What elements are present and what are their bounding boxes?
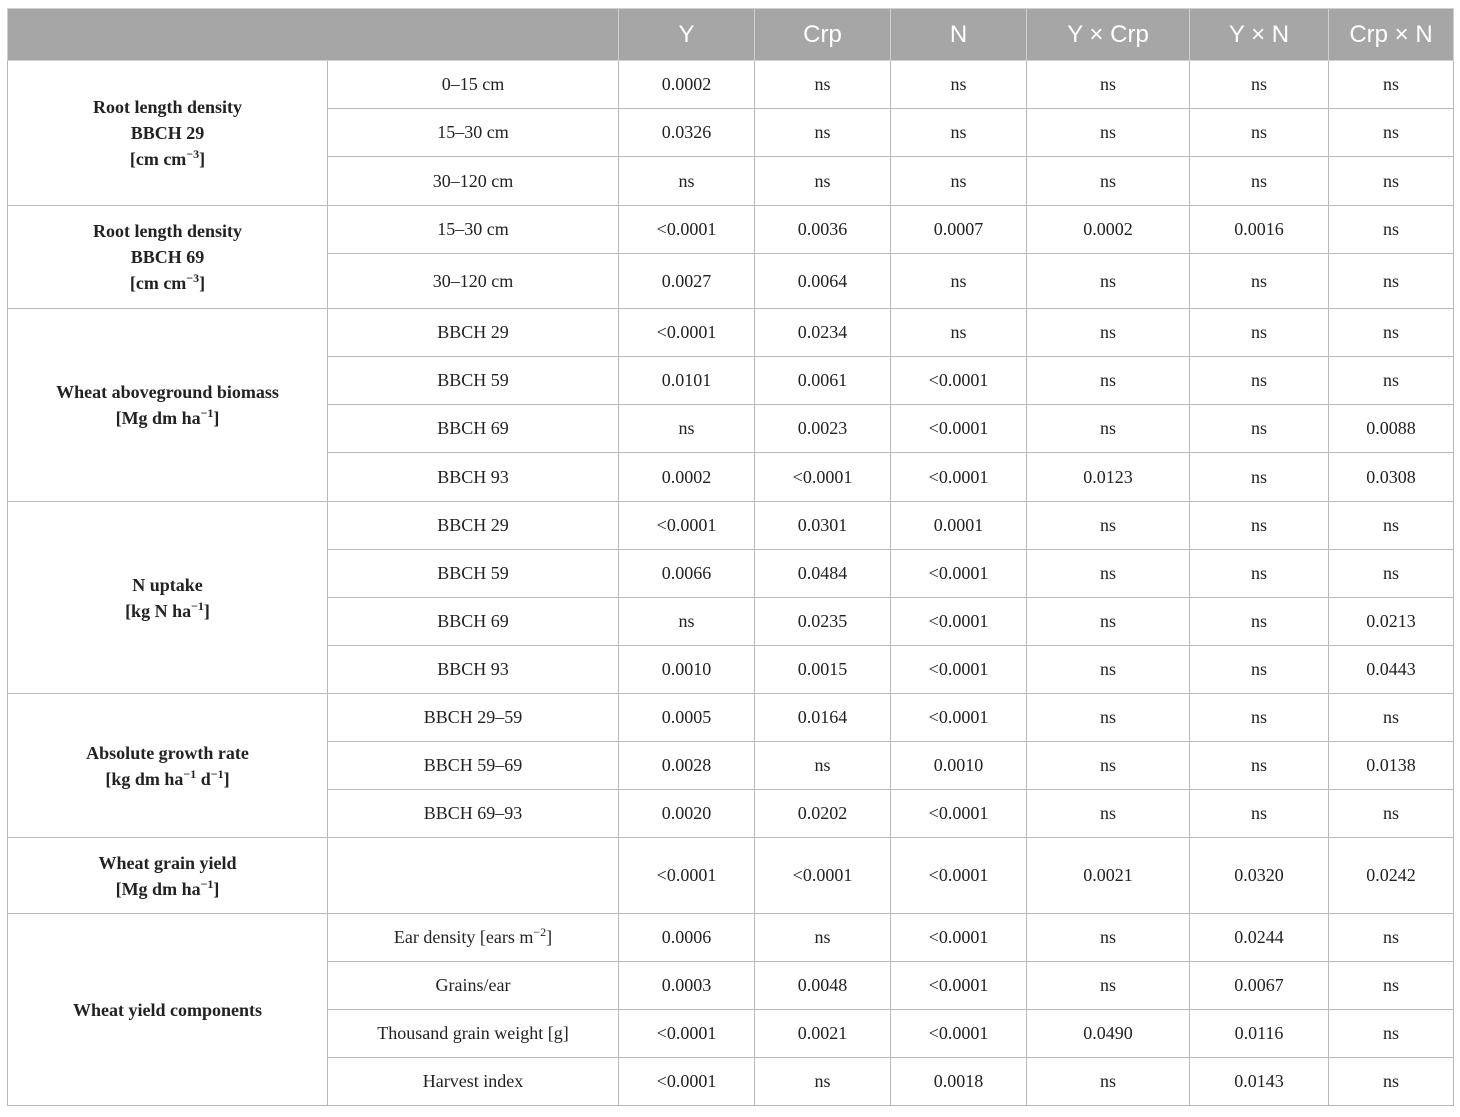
p-value-cell: 0.0244 — [1190, 914, 1329, 962]
unit-mid: d — [196, 768, 211, 789]
p-value-cell: ns — [1329, 61, 1454, 109]
p-value-cell: ns — [619, 157, 755, 206]
p-value-cell: 0.0015 — [755, 646, 891, 694]
p-value-cell: ns — [1027, 742, 1190, 790]
anova-table — [7, 8, 1454, 1106]
p-value-cell: ns — [755, 61, 891, 109]
p-value-cell: <0.0001 — [891, 962, 1027, 1010]
p-value-cell: <0.0001 — [755, 838, 891, 914]
unit-exponent: −1 — [200, 406, 214, 420]
table-container — [7, 8, 1453, 1106]
header-n: N — [891, 9, 1027, 61]
p-value-cell: ns — [755, 109, 891, 157]
p-value-cell: 0.0023 — [755, 405, 891, 453]
p-value-cell: ns — [1329, 109, 1454, 157]
p-value-cell: 0.0061 — [755, 357, 891, 405]
row-label — [328, 1058, 619, 1106]
row-label-text: BBCH 93 — [437, 466, 509, 487]
group-title: Root length density — [92, 221, 242, 241]
p-value-cell: ns — [1329, 550, 1454, 598]
row-label-text: BBCH 59 — [437, 370, 509, 390]
p-value-cell: ns — [755, 742, 891, 790]
table-row — [8, 502, 1454, 550]
p-value-cell: 0.0020 — [619, 790, 755, 838]
p-value-cell: 0.0003 — [619, 962, 755, 1010]
p-value-cell: 0.0143 — [1190, 1058, 1329, 1106]
group-subtitle: BBCH 29 — [130, 123, 205, 143]
p-value-cell: ns — [1027, 109, 1190, 157]
table-row — [8, 694, 1454, 742]
p-value-cell: 0.0006 — [619, 914, 755, 962]
table-header — [8, 9, 1454, 61]
row-label — [328, 357, 619, 405]
p-value-cell: ns — [1190, 357, 1329, 405]
p-value-cell: 0.0002 — [619, 453, 755, 502]
p-value-cell: 0.0010 — [891, 742, 1027, 790]
unit-exponent: −1 — [183, 766, 197, 781]
p-value-cell: 0.0021 — [755, 1010, 891, 1058]
p-value-cell: 0.0027 — [619, 254, 755, 309]
p-value-cell: ns — [755, 157, 891, 206]
header-crp-x-n: Crp × N — [1329, 9, 1454, 61]
p-value-cell: ns — [1027, 502, 1190, 550]
unit-exponent: −1 — [200, 876, 214, 891]
group-aboveground-biomass — [8, 309, 328, 502]
header-y-x-n: Y × N — [1190, 9, 1329, 61]
p-value-cell: 0.0067 — [1190, 962, 1329, 1010]
p-value-cell: ns — [619, 405, 755, 453]
p-value-cell: ns — [1027, 157, 1190, 206]
group-title: Wheat grain yield — [98, 852, 237, 873]
p-value-cell: ns — [1027, 61, 1190, 109]
row-label — [328, 914, 619, 962]
p-value-cell: ns — [1027, 1058, 1190, 1106]
row-label-text: 15–30 cm — [437, 219, 509, 239]
row-label — [328, 109, 619, 157]
p-value-cell: ns — [1329, 962, 1454, 1010]
row-label-text: Thousand grain weight [g] — [377, 1023, 569, 1043]
p-value-cell: ns — [891, 109, 1027, 157]
p-value-cell: 0.0138 — [1329, 742, 1454, 790]
p-value-cell: ns — [1190, 742, 1329, 790]
p-value-cell: ns — [891, 61, 1027, 109]
p-value-cell: <0.0001 — [891, 790, 1027, 838]
unit-base: [Mg dm ha — [115, 878, 201, 899]
p-value-cell: ns — [891, 254, 1027, 309]
table-row — [8, 838, 1454, 914]
group-title: Wheat yield components — [73, 999, 262, 1020]
row-label-text: Ear density [ears m — [393, 927, 534, 947]
p-value-cell: ns — [755, 914, 891, 962]
row-label-text: Grains/ear — [435, 975, 511, 995]
p-value-cell: 0.0116 — [1190, 1010, 1329, 1058]
row-label-text: BBCH 69–93 — [423, 803, 523, 823]
p-value-cell: <0.0001 — [891, 838, 1027, 914]
table-body — [8, 61, 1454, 1106]
row-label-text: 15–30 cm — [437, 122, 509, 142]
table-row — [8, 206, 1454, 254]
p-value-cell: <0.0001 — [619, 838, 755, 914]
p-value-cell: ns — [1190, 61, 1329, 109]
p-value-cell: 0.0002 — [1027, 206, 1190, 254]
group-unit — [130, 273, 205, 293]
unit-exponent: −3 — [186, 271, 200, 285]
group-absolute-growth-rate — [8, 694, 328, 838]
p-value-cell: ns — [1190, 694, 1329, 742]
unit-base: [kg dm ha — [105, 768, 184, 789]
p-value-cell: 0.0088 — [1329, 405, 1454, 453]
p-value-cell: ns — [1329, 1010, 1454, 1058]
p-value-cell: <0.0001 — [891, 694, 1027, 742]
p-value-cell: ns — [1027, 962, 1190, 1010]
row-label — [328, 405, 619, 453]
p-value-cell: ns — [1190, 790, 1329, 838]
group-grain-yield — [8, 838, 328, 914]
p-value-cell: ns — [1329, 357, 1454, 405]
table-row — [8, 914, 1454, 962]
p-value-cell: 0.0235 — [755, 598, 891, 646]
p-value-cell: 0.0021 — [1027, 838, 1190, 914]
group-unit — [105, 766, 230, 789]
row-label — [328, 838, 619, 914]
row-label-text: 30–120 cm — [432, 170, 514, 191]
p-value-cell: ns — [1190, 502, 1329, 550]
p-value-cell: <0.0001 — [891, 550, 1027, 598]
p-value-cell: ns — [1329, 206, 1454, 254]
p-value-cell: ns — [1190, 646, 1329, 694]
row-label-text: BBCH 69 — [437, 611, 509, 631]
p-value-cell: ns — [1027, 254, 1190, 309]
p-value-cell: ns — [1190, 309, 1329, 357]
p-value-cell: <0.0001 — [619, 502, 755, 550]
p-value-cell: 0.0202 — [755, 790, 891, 838]
row-label — [328, 502, 619, 550]
unit-end: ] — [199, 149, 206, 169]
p-value-cell: ns — [1329, 790, 1454, 838]
row-label-text: BBCH 93 — [437, 659, 509, 679]
row-label-text: BBCH 29 — [437, 515, 509, 535]
p-value-cell: <0.0001 — [891, 405, 1027, 453]
group-root-length-density-bbch69 — [8, 206, 328, 309]
row-label-text: BBCH 69 — [437, 418, 509, 438]
header-y: Y — [619, 9, 755, 61]
unit-base: [kg N ha — [125, 600, 192, 621]
p-value-cell: ns — [1329, 694, 1454, 742]
row-label-exponent: −2 — [533, 925, 547, 939]
p-value-cell: ns — [1329, 502, 1454, 550]
group-title: Wheat aboveground biomass — [56, 382, 279, 402]
row-label-end: ] — [546, 927, 553, 947]
row-label-text: Harvest index — [422, 1071, 524, 1091]
p-value-cell: 0.0308 — [1329, 453, 1454, 502]
p-value-cell: ns — [1329, 914, 1454, 962]
group-subtitle: BBCH 69 — [130, 247, 205, 267]
p-value-cell: ns — [891, 157, 1027, 206]
p-value-cell: ns — [1027, 914, 1190, 962]
p-value-cell: <0.0001 — [891, 598, 1027, 646]
group-title: Absolute growth rate — [86, 742, 249, 763]
row-label-text: BBCH 29–59 — [423, 707, 523, 727]
p-value-cell: 0.0490 — [1027, 1010, 1190, 1058]
table-row — [8, 309, 1454, 357]
unit-base: [cm cm — [129, 273, 187, 293]
p-value-cell: ns — [755, 1058, 891, 1106]
p-value-cell: ns — [1329, 1058, 1454, 1106]
p-value-cell: 0.0005 — [619, 694, 755, 742]
p-value-cell: 0.0048 — [755, 962, 891, 1010]
p-value-cell: ns — [1190, 405, 1329, 453]
p-value-cell: 0.0326 — [619, 109, 755, 157]
group-unit — [125, 598, 210, 621]
unit-end: ] — [199, 273, 206, 293]
row-label — [328, 646, 619, 694]
header-y-x-crp: Y × Crp — [1027, 9, 1190, 61]
p-value-cell: ns — [1190, 157, 1329, 206]
p-value-cell: ns — [1027, 550, 1190, 598]
row-label-text: 0–15 cm — [441, 74, 505, 94]
p-value-cell: ns — [1027, 598, 1190, 646]
row-label — [328, 598, 619, 646]
p-value-cell: 0.0036 — [755, 206, 891, 254]
p-value-cell: <0.0001 — [891, 914, 1027, 962]
row-label — [328, 1010, 619, 1058]
p-value-cell: 0.0002 — [619, 61, 755, 109]
p-value-cell: 0.0001 — [891, 502, 1027, 550]
row-label-text: BBCH 59–69 — [423, 755, 523, 775]
group-n-uptake — [8, 502, 328, 694]
p-value-cell: 0.0066 — [619, 550, 755, 598]
unit-exponent: −3 — [186, 147, 200, 161]
p-value-cell: ns — [1329, 157, 1454, 206]
row-label-text: BBCH 59 — [437, 563, 509, 583]
p-value-cell: 0.0213 — [1329, 598, 1454, 646]
p-value-cell: 0.0484 — [755, 550, 891, 598]
unit-base: [Mg dm ha — [115, 408, 201, 428]
row-label — [328, 742, 619, 790]
group-unit — [116, 408, 220, 428]
row-label — [328, 309, 619, 357]
header-row — [8, 9, 1454, 61]
group-title: Root length density — [92, 97, 242, 117]
p-value-cell: <0.0001 — [891, 357, 1027, 405]
p-value-cell: <0.0001 — [619, 206, 755, 254]
row-label — [328, 254, 619, 309]
p-value-cell: ns — [1027, 357, 1190, 405]
p-value-cell: ns — [1190, 109, 1329, 157]
row-label-text: 30–120 cm — [432, 270, 514, 291]
row-label — [328, 61, 619, 109]
p-value-cell: <0.0001 — [891, 453, 1027, 502]
p-value-cell: ns — [1027, 790, 1190, 838]
p-value-cell: 0.0123 — [1027, 453, 1190, 502]
p-value-cell: ns — [1027, 405, 1190, 453]
p-value-cell: ns — [619, 598, 755, 646]
unit-exponent: −1 — [191, 598, 204, 613]
p-value-cell: ns — [1329, 309, 1454, 357]
p-value-cell: <0.0001 — [891, 1010, 1027, 1058]
p-value-cell: ns — [1027, 646, 1190, 694]
p-value-cell: ns — [1027, 309, 1190, 357]
p-value-cell: ns — [1190, 453, 1329, 502]
group-unit — [115, 876, 220, 899]
p-value-cell: <0.0001 — [619, 1058, 755, 1106]
group-unit — [130, 149, 205, 169]
p-value-cell: ns — [891, 309, 1027, 357]
row-label — [328, 790, 619, 838]
p-value-cell: 0.0010 — [619, 646, 755, 694]
p-value-cell: 0.0320 — [1190, 838, 1329, 914]
p-value-cell: 0.0101 — [619, 357, 755, 405]
p-value-cell: 0.0301 — [755, 502, 891, 550]
p-value-cell: 0.0016 — [1190, 206, 1329, 254]
p-value-cell: <0.0001 — [755, 453, 891, 502]
p-value-cell: ns — [1190, 598, 1329, 646]
group-root-length-density-bbch29 — [8, 61, 328, 206]
unit-end: ] — [213, 408, 220, 428]
group-yield-components — [8, 914, 328, 1106]
unit-end: ] — [203, 600, 210, 621]
p-value-cell: 0.0234 — [755, 309, 891, 357]
p-value-cell: 0.0028 — [619, 742, 755, 790]
row-label — [328, 962, 619, 1010]
row-label-text: BBCH 29 — [437, 322, 509, 342]
p-value-cell: ns — [1190, 550, 1329, 598]
p-value-cell: 0.0064 — [755, 254, 891, 309]
row-label — [328, 206, 619, 254]
unit-base: [cm cm — [129, 149, 187, 169]
p-value-cell: 0.0007 — [891, 206, 1027, 254]
unit-end: ] — [223, 768, 230, 789]
unit-exponent-2: −1 — [210, 766, 224, 781]
p-value-cell: ns — [1329, 254, 1454, 309]
p-value-cell: ns — [1190, 254, 1329, 309]
row-label — [328, 694, 619, 742]
p-value-cell: <0.0001 — [891, 646, 1027, 694]
unit-end: ] — [213, 878, 220, 899]
p-value-cell: 0.0443 — [1329, 646, 1454, 694]
p-value-cell: 0.0242 — [1329, 838, 1454, 914]
header-blank — [8, 9, 619, 61]
header-crp: Crp — [755, 9, 891, 61]
table-row — [8, 61, 1454, 109]
p-value-cell: <0.0001 — [619, 1010, 755, 1058]
row-label — [328, 453, 619, 502]
row-label — [328, 550, 619, 598]
row-label — [328, 157, 619, 206]
group-title: N uptake — [132, 574, 203, 595]
p-value-cell: 0.0018 — [891, 1058, 1027, 1106]
p-value-cell: <0.0001 — [619, 309, 755, 357]
p-value-cell: 0.0164 — [755, 694, 891, 742]
p-value-cell: ns — [1027, 694, 1190, 742]
